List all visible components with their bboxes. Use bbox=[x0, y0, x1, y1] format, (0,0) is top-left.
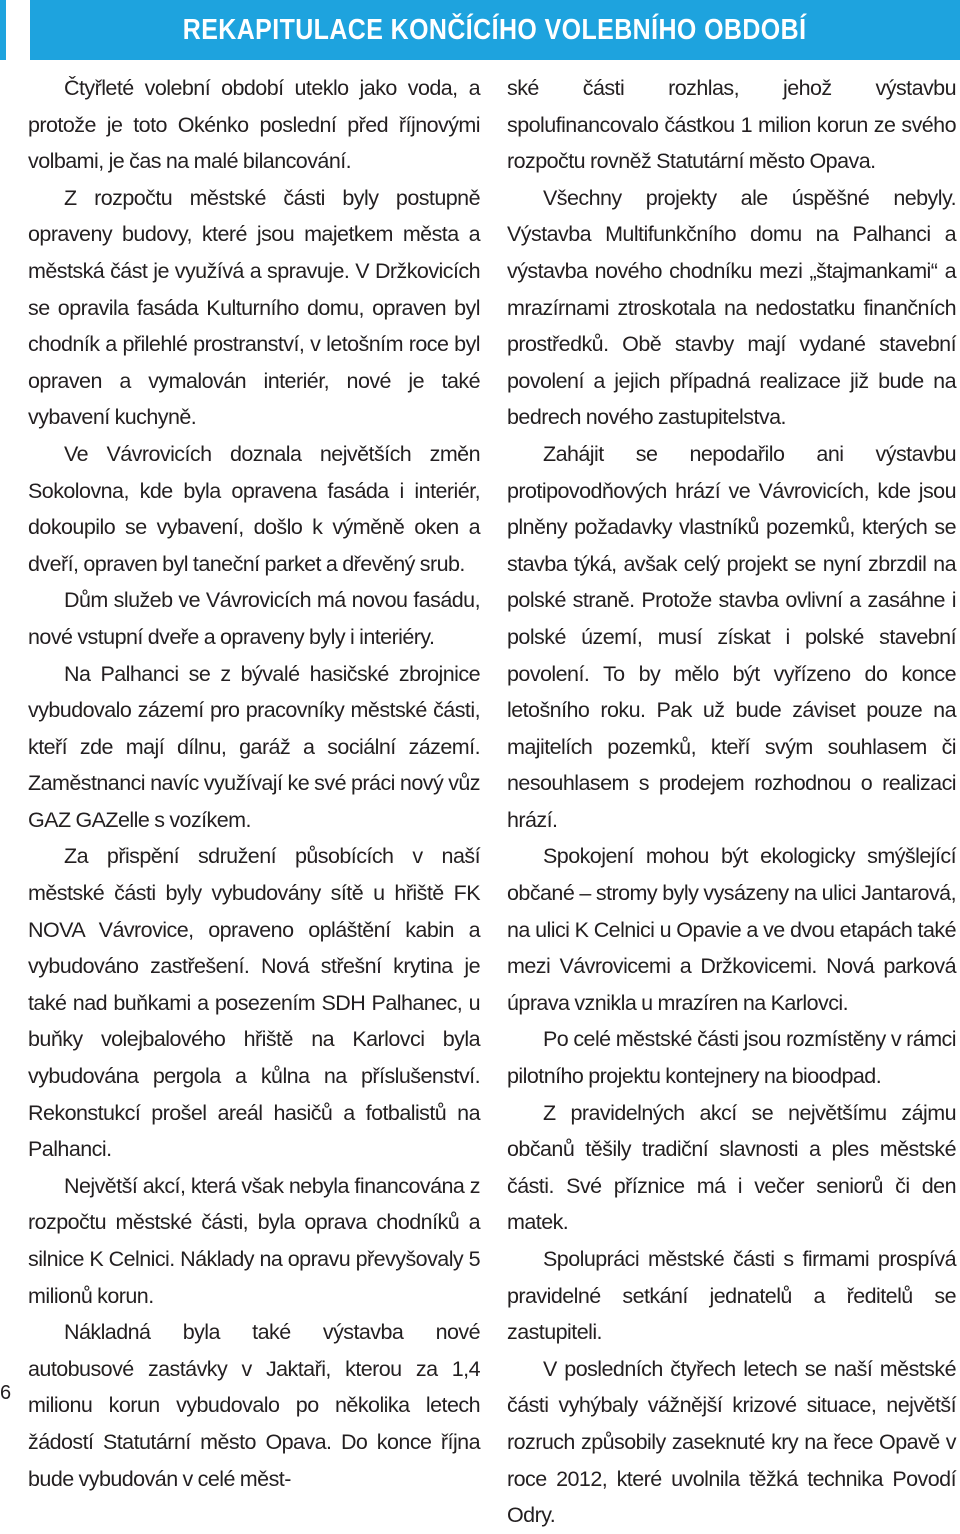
paragraph: Z pravidelných akcí se největšímu zájmu občanů těšily tradiční slavnosti a ples městské části. Své příznice má i večer seniorů či den matek. bbox=[507, 1100, 956, 1235]
paragraph: Po celé městské části jsou rozmístěny v rámci pilotního projektu kontejnery na bioodpad. bbox=[507, 1027, 956, 1089]
paragraph: Zahájit se nepodařilo ani výstavbu protipovodňových hrází ve Vávrovicích, kde jsou plněny požadavky vlastníků pozemků, kterých se stavba týká, avšak celý projekt se nyní zbrzdil na polské straně. Protože stavba ovlivní a zasáhne i polské území, musí získat i polské stavební povolení. To by mělo být vyřízeno do konce letošního roku. Pak už bude záviset pouze na majitelích pozemků, kteří svým souhlasem či nesouhlasem s prodejem rozhodnou o realizaci hrází. bbox=[507, 441, 956, 832]
paragraph: ské části rozhlas, jehož výstavbu spolufinancovalo částkou 1 milion korun ze svého rozpočtu rovněž Statutární město Opava. bbox=[507, 76, 956, 174]
paragraph: Za přispění sdružení působících v naší městské části byly vybudovány sítě u hřiště FK NOVA Vávrovice, opraveno opláštění kabin a vybudováno zastřešení. Nová střešní krytina je také nad buňkami a posezením SDH Palhanec, u buňky volejbalového hřiště na Karlovci byla vybudována pergola a kůlna na příslušenství. Rekonstukcí prošel areál hasičů a fotbalistů na Palhanci. bbox=[28, 844, 480, 1162]
section-header bbox=[30, 0, 960, 60]
header-accent-bar bbox=[0, 0, 6, 60]
paragraph: Ve Vávrovicích doznala největších změn Sokolovna, kde byla opravena fasáda i interiér, dokoupilo se vybavení, došlo k výměně oken a dveří, opraven byl taneční parket a dřevěný srub. bbox=[28, 441, 480, 576]
paragraph: Spolupráci městské části s firmami prospívá pravidelné setkání jednatelů a ředitelů se zastupiteli. bbox=[507, 1247, 956, 1345]
left-text-column bbox=[28, 70, 480, 1497]
right-text-column bbox=[507, 70, 956, 1534]
page-number: 6 bbox=[0, 1382, 12, 1404]
paragraph: V posledních čtyřech letech se naší městské části vyhýbaly vážnější krizové situace, největší rozruch způsobily zaseknuté kry na řece Opavě v roce 2012, které uvolnila těžká technika Povodí Odry. bbox=[507, 1356, 956, 1528]
paragraph: Největší akcí, která však nebyla financována z rozpočtu městské části, byla oprava chodníků a silnice K Celnici. Náklady na opravu převyšovaly 5 milionů korun. bbox=[28, 1173, 480, 1308]
paragraph: Dům služeb ve Vávrovicích má novou fasádu, nové vstupní dveře a opraveny byly i interiéry. bbox=[28, 588, 480, 649]
paragraph: Na Palhanci se z bývalé hasičské zbrojnice vybudovalo zázemí pro pracovníky městské části, kteří zde mají dílnu, garáž a sociální zázemí. Zaměstnanci navíc využívají ke své práci nový vůz GAZ GAZelle s vozíkem. bbox=[28, 661, 480, 832]
paragraph: Z rozpočtu městské části byly postupně opraveny budovy, které jsou majetkem města a městská část je využívá a spravuje. V Držkovicích se opravila fasáda Kulturního domu, opraven byl chodník a přilehlé prostranství, v letošním roce byl opraven a vymalován interiér, nové je také vybavení kuchyně. bbox=[28, 185, 480, 430]
paragraph: Čtyřleté volební období uteklo jako voda, a protože je toto Okénko poslední před říjnovými volbami, je čas na malé bilancování. bbox=[28, 76, 480, 174]
paragraph: Spokojení mohou být ekologicky smýšlející občané – stromy byly vysázeny na ulici Jantarová, na ulici K Celnici u Opavie a ve dvou etapách také mezi Vávrovicemi a Držkovicemi. Nová parková úprava vznikla u mrazíren na Karlovci. bbox=[507, 844, 956, 1015]
paragraph: Nákladná byla také výstavba nové autobusové zastávky v Jaktaři, kterou za 1,4 milionu korun vybudovalo po několika letech žádostí Statutární město Opava. Do konce října bude vybudován v celé měst- bbox=[28, 1320, 480, 1491]
paragraph: Všechny projekty ale úspěšné nebyly. Výstavba Multifunkčního domu na Palhanci a výstavba nového chodníku mezi „štajmankami“ a mrazírnami ztroskotala na nedostatku finančních prostředků. Obě stavby mají vydané stavební povolení a jejich případná realizace již bude na bedrech nového zastupitelstva. bbox=[507, 185, 956, 430]
section-title: REKAPITULACE KONČÍCÍHO VOLEBNÍHO OBDOBÍ bbox=[183, 13, 807, 46]
